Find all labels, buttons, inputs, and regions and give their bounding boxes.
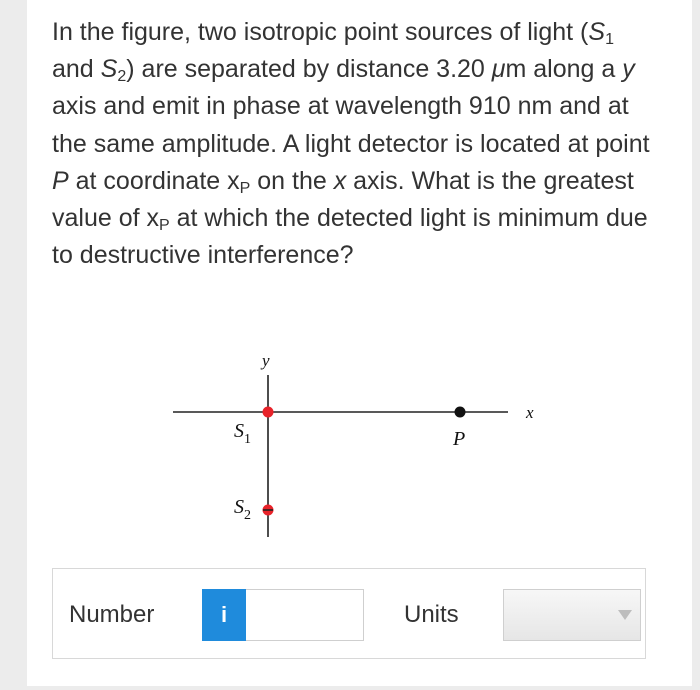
interference-figure [170, 345, 550, 550]
p-label: P [453, 428, 466, 450]
detector-p-dot [455, 407, 466, 418]
units-select[interactable] [503, 589, 641, 641]
units-label: Units [404, 601, 459, 628]
left-gutter [0, 0, 27, 690]
chevron-down-icon [618, 610, 632, 620]
number-input[interactable] [246, 589, 364, 641]
number-label: Number [69, 601, 155, 628]
select-arrow-container [610, 590, 640, 640]
question-text: In the figure, two isotropic point sources of light ($S_1$ and $S_2$) are separated by distance 3.20 μm along a y axis and emit in phase at wavelength 910 nm and at the same amplitude. A light detector is located at point P at coordinate $x_P$ on the x axis. What is the greatest value of $x_P$ at which the detected light is minimum due to destructive interference? [52, 18, 650, 270]
y-axis-label: y [262, 351, 270, 370]
info-icon[interactable]: i [202, 589, 246, 641]
x-axis-label: x [526, 403, 534, 422]
s1-label: $S_1$ [234, 420, 251, 447]
s2-label: $S_2$ [234, 496, 251, 523]
answer-panel [52, 568, 646, 659]
source-s1-dot [263, 407, 274, 418]
bottom-gutter [0, 686, 700, 690]
right-gutter [692, 0, 700, 690]
